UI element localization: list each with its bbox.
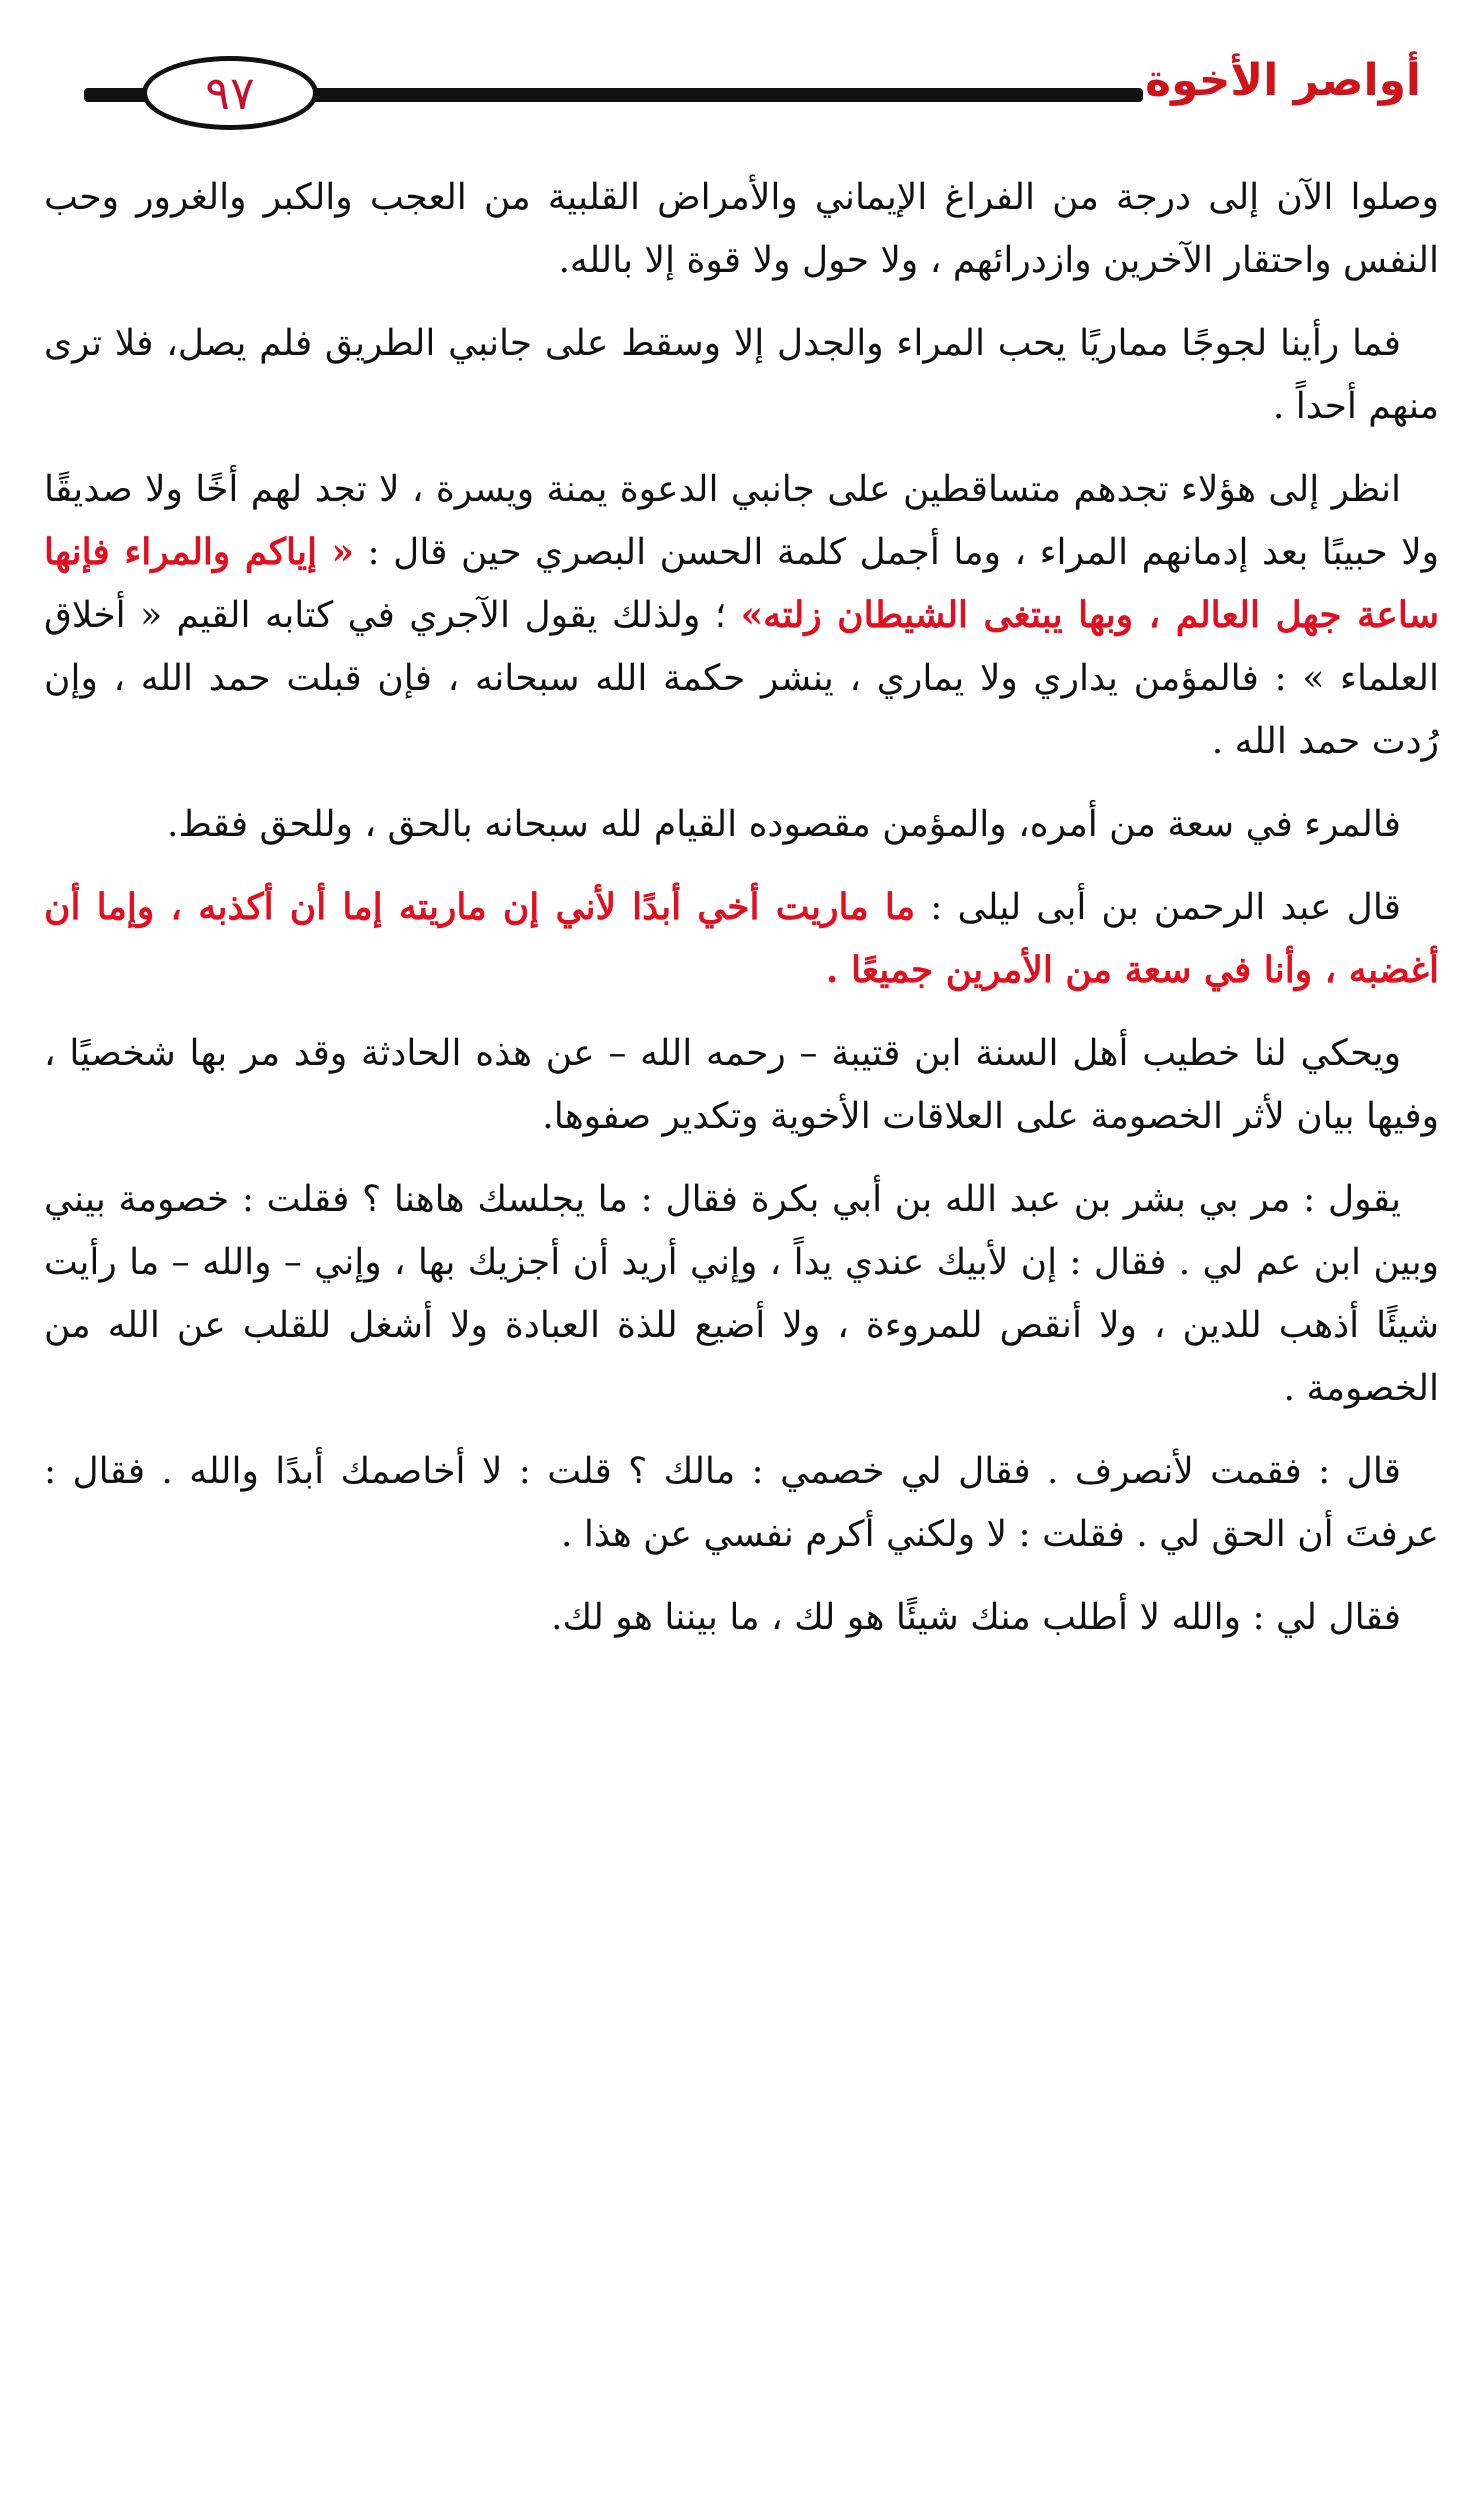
text-run: فما رأينا لجوجًا مماريًا يحب المراء والجدل إلا وسقط على جانبي الطريق فلم يصل، فلا ترى منهم أحداً . <box>44 323 1439 427</box>
text-run: ويحكي لنا خطيب أهل السنة ابن قتيبة – رحمه الله – عن هذه الحادثة وقد مر بها شخصيًا ، وفيها بيان لأثر الخصومة على العلاقات الأخوية وتكدير صفوها. <box>44 1033 1439 1137</box>
paragraph <box>44 166 1439 292</box>
paragraph <box>44 1440 1439 1566</box>
paragraph <box>44 458 1439 773</box>
quote-highlight: « إياكم والمراء فإنها ساعة جهل العالم ، وبها يبتغى الشيطان زلته» <box>44 531 1439 636</box>
paragraph <box>44 1022 1439 1148</box>
paragraph <box>44 1168 1439 1420</box>
text-run: فالمرء في سعة من أمره، والمؤمن مقصوده القيام لله سبحانه بالحق ، وللحق فقط. <box>167 804 1401 845</box>
body-text <box>44 166 1439 1649</box>
quote-highlight: ما ماريت أخي أبدًا لأني إن ماريته إما أن أكذبه ، وإما أن أغضبه ، وأنا في سعة من الأمرين جميعًا . <box>44 886 1439 991</box>
running-title: أواصر الأخوة <box>1145 55 1421 106</box>
paragraph <box>44 876 1439 1002</box>
text-run: قال عبد الرحمن بن أبى ليلى : <box>915 887 1401 928</box>
page-header <box>44 30 1439 150</box>
text-run: قال : فقمت لأنصرف . فقال لي خصمي : مالك ؟ قلت : لا أخاصمك أبدًا والله . فقال : عرفتَ أن الحق لي . فقلت : لا ولكني أكرم نفسي عن هذا . <box>44 1451 1439 1555</box>
text-run: ؛ ولذلك يقول الآجري في كتابه القيم « أخلاق العلماء » : فالمؤمن يداري ولا يماري ، ينشر حكمة الله سبحانه ، فإن قبلت حمد الله ، وإن رُدت حمد الله . <box>44 595 1439 762</box>
paragraph <box>44 312 1439 438</box>
text-run: يقول : مر بي بشر بن عبد الله بن أبي بكرة فقال : ما يجلسك هاهنا ؟ فقلت : خصومة بيني وبين ابن عم لي . فقال : إن لأبيك عندي يداً ، وإني أريد أن أجزيك بها ، وإني – والله – ما رأيت شيئًا أذهب للدين ، ولا أنقص للمروءة ، ولا أضيع للذة العبادة ولا أشغل للقلب عن الله من الخصومة . <box>44 1179 1439 1409</box>
text-run: فقال لي : والله لا أطلب منك شيئًا هو لك ، ما بيننا هو لك. <box>551 1597 1401 1638</box>
paragraph <box>44 793 1439 856</box>
page-number: ٩٧ <box>142 56 318 130</box>
paragraph <box>44 1586 1439 1649</box>
text-run: انظر إلى هؤلاء تجدهم متساقطين على جانبي الدعوة يمنة ويسرة ، لا تجد لهم أخًا ولا صديقًا ولا حبيبًا بعد إدمانهم المراء ، وما أجمل كلمة الحسن البصري حين قال : <box>44 469 1439 573</box>
text-run: وصلوا الآن إلى درجة من الفراغ الإيماني والأمراض القلبية من العجب والكبر والغرور وحب النفس واحتقار الآخرين وازدرائهم ، ولا حول ولا قوة إلا بالله. <box>44 177 1439 281</box>
